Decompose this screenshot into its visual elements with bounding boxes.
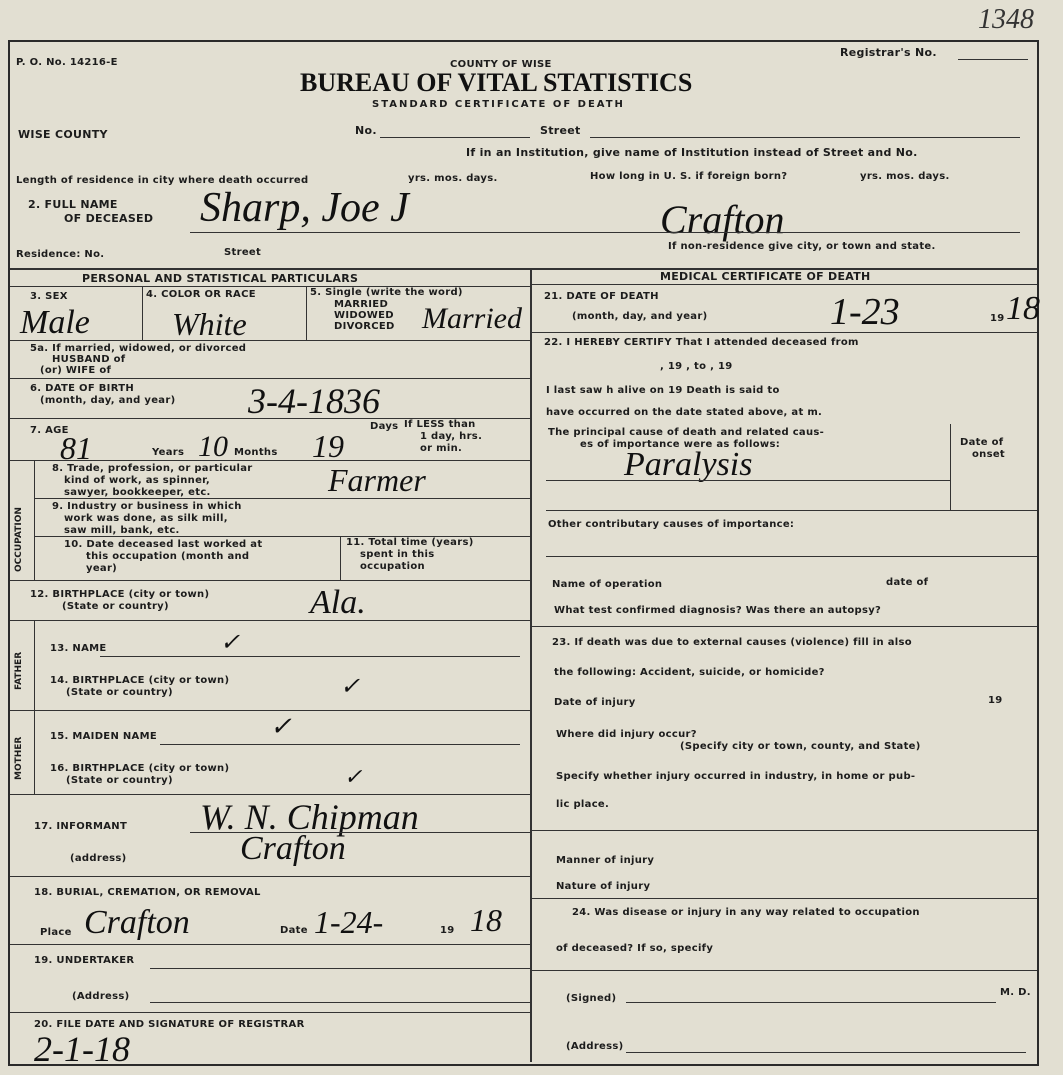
- death-certificate: 1348 P. O. No. 14216-E Registrar's No. COUNTY OF WISE BUREAU OF VITAL STATISTICS STANDARD CERTIFICATE OF DEATH WISE COUNTY No. Street If in an Institution, give name of Institution instead of Street and No. Length of residence in city where death occurred yrs. mos. days. How long in U. S. if foreign born? yrs. mos. days. 2. FULL NAME OF DECEASED Sharp, Joe J Crafton Residence: No. Street If non-residence give city, or town and state. PERSONAL AND STATISTICAL PARTICULARS 3. SEX 4. COLOR OR RACE 5. Single (write the word) MARRIED WIDOWED DIVORCED Male White Married 5a. If married, widowed, or divorced HUSBAND of (or) WIFE of 6. DATE OF BIRTH (month, day, and year) 3-4-1836 7. AGE 81 Years 10 Months 19 Days If LESS than 1 day, hrs. or min. OCCUPATION 8. Trade, profession, or particular kind of work, as spinner, sawyer, bookkeeper, etc. Farmer 9. Industry or business in which work was done, as silk mill, saw mill, bank, etc. 10. Date deceased last worked at this occupation (month and year) 11. Total time (years) spent in this occupation 12. BIRTHPLACE (city or town) (State or country) Ala. FATHER 13. NAME ✓ 14. BIRTHPLACE (city or town) (State or country) ✓ MOTHER 15. MAIDEN NAME ✓ 16. BIRTHPLACE (city or town) (State or country) ✓ 17. INFORMANT W. N. Chipman (address) Crafton 18. BURIAL, CREMATION, OR REMOVAL Place Crafton Date 1-24- 19 18 19. UNDERTAKER (Address) 20. FILE DATE AND SIGNATURE OF REGISTRAR 2-1-18 MEDICAL CERTIFICATE OF DEATH 21. DATE OF DEATH (month, day, and year) 1-23 19 18 22. I HEREBY CERTIFY That I attended deceased from , 19 , to , 19 I last saw h alive on 19 Death is said to have occurred on the date stated above, at m. The principal cause of death and related caus- es of importance were as follows: Date of onset Paralysis Other contributary causes of importance: Name of operation date of What test confirmed diagnosis? Was there an autopsy? 23. If death was due to external causes (violence) fill in also the following: Accident, suicide, or homicide? Date of injury 19 Where did injury occur? (Specify city or town, county, and State) Specify whether injury occurred in industry, in home or pub- lic place. Manner of injury Nature of injury 24. Was disease or injury in any way related to occupation of deceased? If so, specify (Signed) M. D. (Address): [0, 0, 1063, 1075]
- informant-address-label: (address): [70, 853, 127, 864]
- last-worked-label-2: this occupation (month and: [86, 551, 250, 562]
- marital-option-married: MARRIED: [334, 299, 389, 310]
- onset-label: Date of: [960, 437, 1004, 448]
- marital-option-widowed: WIDOWED: [334, 310, 394, 321]
- informant-value: W. N. Chipman: [200, 797, 419, 837]
- age-label: 7. AGE: [30, 425, 69, 436]
- residence-label: Residence: No.: [16, 249, 105, 260]
- date-of-death-year-prefix: 19: [990, 313, 1005, 324]
- marital-value: Married: [422, 302, 522, 335]
- burial-date-label: Date: [280, 925, 308, 936]
- birthplace-label-2: (State or country): [62, 601, 169, 612]
- age-months: 10: [198, 430, 228, 463]
- spouse-label: 5a. If married, widowed, or divorced: [30, 343, 247, 354]
- birthplace-value: Ala.: [310, 584, 366, 621]
- date-of-death-label-2: (month, day, and year): [572, 311, 708, 322]
- nature-label: Nature of injury: [556, 881, 651, 892]
- institution-note: If in an Institution, give name of Institution instead of Street and No.: [466, 146, 918, 159]
- signed-label: (Signed): [566, 993, 617, 1004]
- age-years: 81: [60, 430, 92, 466]
- father-name-check: ✓: [220, 630, 241, 656]
- medical-address-label: (Address): [566, 1041, 624, 1052]
- how-long-label: How long in U. S. if foreign born?: [590, 171, 788, 182]
- where-specify: (Specify city or town, county, and State): [680, 741, 921, 752]
- burial-label: 18. BURIAL, CREMATION, OR REMOVAL: [34, 887, 261, 898]
- father-birthplace-label: 14. BIRTHPLACE (city or town): [50, 675, 230, 686]
- residence-length-label: Length of residence in city where death occurred: [16, 175, 309, 186]
- file-date-value: 2-1-18: [34, 1029, 130, 1069]
- contributory-label: Other contributary causes of importance:: [548, 519, 795, 530]
- less-than-min: or min.: [420, 443, 463, 454]
- mother-name-check: ✓: [270, 712, 292, 741]
- marital-option-divorced: DIVORCED: [334, 321, 395, 332]
- years-label: Years: [152, 447, 185, 458]
- last-worked-label: 10. Date deceased last worked at: [64, 539, 263, 550]
- dob-value: 3-4-1836: [248, 381, 380, 421]
- trade-label: 8. Trade, profession, or particular: [52, 463, 253, 474]
- spouse-wife-label: (or) WIFE of: [40, 365, 112, 376]
- yrs-mos-days-2: yrs. mos. days.: [860, 171, 950, 182]
- onset-label-2: onset: [972, 449, 1006, 460]
- injury-date-label: Date of injury: [554, 697, 636, 708]
- sex-label: 3. SEX: [30, 291, 68, 302]
- total-time-label-3: occupation: [360, 561, 425, 572]
- dob-label: 6. DATE OF BIRTH: [30, 383, 135, 394]
- trade-value: Farmer: [328, 462, 426, 498]
- sex-value: Male: [20, 304, 90, 341]
- color-label: 4. COLOR OR RACE: [146, 289, 256, 300]
- mother-birthplace-label-2: (State or country): [66, 775, 173, 786]
- personal-heading: PERSONAL AND STATISTICAL PARTICULARS: [82, 272, 359, 285]
- registrar-number-label: Registrar's No.: [840, 46, 937, 59]
- father-birthplace-label-2: (State or country): [66, 687, 173, 698]
- less-than-hrs: 1 day, hrs.: [420, 431, 483, 442]
- q24-label: 24. Was disease or injury in any way related to occupation: [572, 907, 920, 918]
- informant-address-value: Crafton: [240, 830, 346, 867]
- father-birthplace-check: ✓: [340, 674, 361, 700]
- informant-label: 17. INFORMANT: [34, 821, 128, 832]
- birthplace-label: 12. BIRTHPLACE (city or town): [30, 589, 210, 600]
- mother-name-label: 15. MAIDEN NAME: [50, 731, 157, 742]
- q24-line-2: of deceased? If so, specify: [556, 943, 714, 954]
- operation-label: Name of operation: [552, 579, 663, 590]
- county-line: COUNTY OF WISE: [450, 59, 552, 70]
- industry-label: 9. Industry or business in which: [52, 501, 242, 512]
- deceased-name: Sharp, Joe J: [200, 185, 409, 231]
- father-side-label: FATHER: [14, 651, 24, 690]
- months-label: Months: [234, 447, 278, 458]
- marital-label: 5. Single (write the word): [310, 287, 463, 298]
- trade-label-2: kind of work, as spinner,: [64, 475, 211, 486]
- age-days: 19: [312, 428, 344, 464]
- principal-cause-label-2: es of importance were as follows:: [580, 439, 780, 450]
- last-worked-label-3: year): [86, 563, 118, 574]
- undertaker-address-label: (Address): [72, 991, 130, 1002]
- operation-date-label: date of: [886, 577, 929, 588]
- undertaker-label: 19. UNDERTAKER: [34, 955, 135, 966]
- spouse-husband-label: HUSBAND of: [52, 354, 126, 365]
- full-name-label-2: OF DECEASED: [64, 212, 154, 225]
- burial-place-value: Crafton: [84, 904, 190, 941]
- color-value: White: [172, 306, 247, 342]
- residence-street-label: Street: [224, 247, 262, 258]
- full-name-label: 2. FULL NAME: [28, 198, 118, 211]
- date-of-death-value: 1-23: [830, 291, 900, 333]
- days-label: Days: [370, 421, 399, 432]
- yrs-mos-days: yrs. mos. days.: [408, 173, 498, 184]
- mother-side-label: MOTHER: [14, 736, 24, 780]
- county-label: WISE COUNTY: [18, 128, 108, 141]
- mother-birthplace-label: 16. BIRTHPLACE (city or town): [50, 763, 230, 774]
- certify-line-2: , 19 , to , 19: [660, 361, 733, 372]
- burial-date-value: 1-24-: [314, 904, 384, 940]
- burial-place-label: Place: [40, 927, 72, 938]
- specify-label: Specify whether injury occurred in industry, in home or pub-: [556, 771, 916, 782]
- principal-cause-label: The principal cause of death and related caus-: [548, 427, 825, 438]
- date-of-death-year: 18: [1006, 290, 1040, 327]
- page-number: 1348: [978, 4, 1034, 35]
- trade-label-3: sawyer, bookkeeper, etc.: [64, 487, 211, 498]
- nonresidence-note: If non-residence give city, or town and state.: [668, 241, 936, 252]
- no-label: No.: [355, 124, 377, 137]
- public-place-label: lic place.: [556, 799, 610, 810]
- date-of-death-label: 21. DATE OF DEATH: [544, 291, 659, 302]
- md-label: M. D.: [1000, 987, 1031, 998]
- certify-label: 22. I HEREBY CERTIFY That I attended deceased from: [544, 337, 859, 348]
- po-number: P. O. No. 14216-E: [16, 57, 118, 68]
- total-time-label-2: spent in this: [360, 549, 435, 560]
- industry-label-3: saw mill, bank, etc.: [64, 525, 180, 536]
- cause-of-death-value: Paralysis: [624, 446, 753, 483]
- mother-birthplace-check: ✓: [344, 764, 363, 789]
- where-label: Where did injury occur?: [556, 729, 697, 740]
- burial-year-value: 18: [470, 902, 502, 938]
- test-label: What test confirmed diagnosis? Was there an autopsy?: [554, 605, 882, 616]
- medical-heading: MEDICAL CERTIFICATE OF DEATH: [660, 270, 871, 283]
- occupation-side-label: OCCUPATION: [14, 507, 24, 572]
- father-name-label: 13. NAME: [50, 643, 107, 654]
- last-saw-label: I last saw h alive on 19 Death is said to: [546, 385, 780, 396]
- street-label: Street: [540, 124, 581, 137]
- following-label: the following: Accident, suicide, or homicide?: [554, 667, 825, 678]
- total-time-label: 11. Total time (years): [346, 537, 474, 548]
- external-causes-label: 23. If death was due to external causes (violence) fill in also: [552, 637, 912, 648]
- occurred-label: have occurred on the date stated above, at m.: [546, 407, 823, 418]
- industry-label-2: work was done, as silk mill,: [64, 513, 228, 524]
- certificate-title: STANDARD CERTIFICATE OF DEATH: [372, 99, 625, 110]
- file-date-label: 20. FILE DATE AND SIGNATURE OF REGISTRAR: [34, 1019, 305, 1030]
- injury-year-label: 19: [988, 695, 1003, 706]
- bureau-title: BUREAU OF VITAL STATISTICS: [300, 68, 693, 97]
- deceased-city: Crafton: [660, 197, 785, 242]
- less-than-label: If LESS than: [404, 419, 476, 430]
- dob-label-2: (month, day, and year): [40, 395, 176, 406]
- manner-label: Manner of injury: [556, 855, 655, 866]
